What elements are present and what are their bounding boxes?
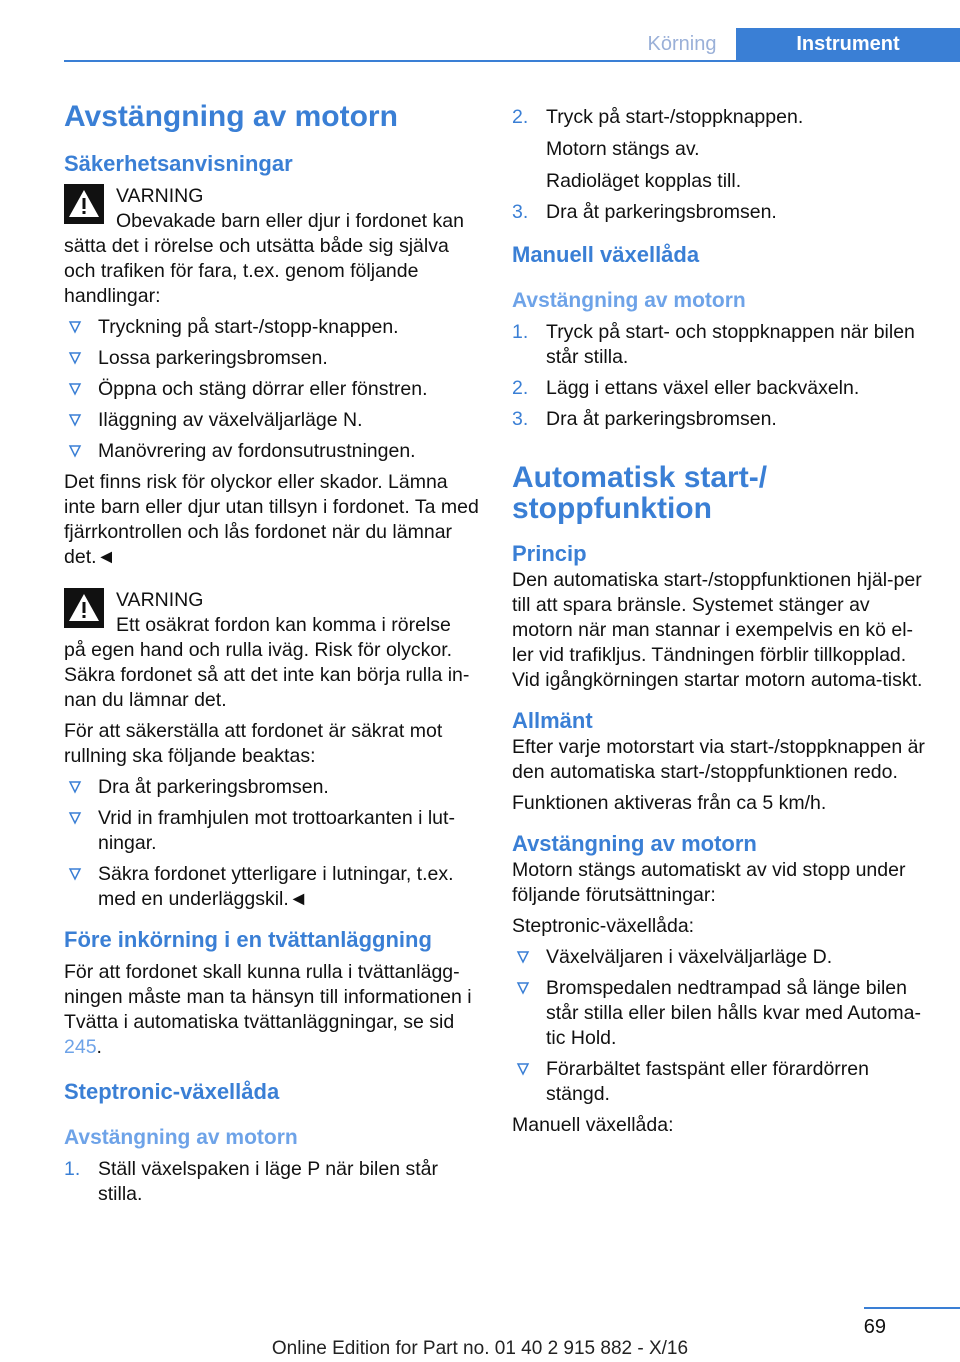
steptronic-heading: Steptronic-växellåda: [64, 1079, 280, 1104]
general-paragraph-2: Funktionen aktiveras från ca 5 km/h.: [512, 792, 827, 814]
warning-block-2: [64, 588, 482, 713]
conditions-list: [512, 945, 930, 1107]
triangle-bullet-icon: [68, 320, 82, 334]
shutoff-steps-continued: [512, 105, 930, 225]
action-list: [64, 315, 482, 464]
list-item: Växelväljaren i växelväljarläge D.: [512, 945, 930, 970]
section-title: Avstängning av motorn: [64, 100, 398, 133]
triangle-bullet-icon: [516, 981, 530, 995]
step-item: 1. Tryck på start- och stoppknappen när bilen står stilla.: [512, 321, 915, 368]
header-tabs: [628, 28, 960, 61]
footer-rule: [864, 1307, 960, 1309]
triangle-bullet-icon: [68, 382, 82, 396]
left-column: [64, 100, 482, 1213]
wash-heading: Före inkörning i en tvättanläggning: [64, 927, 432, 952]
list-item: Säkra fordonet ytterligare i lutningar, t.ex. med en underläggskil.◄: [64, 862, 482, 912]
warning-label: VARNING: [116, 185, 204, 207]
tab-korning[interactable]: Körning: [647, 33, 717, 55]
auto-start-stop-title: Automatisk start-/ stoppfunktion: [512, 461, 768, 525]
list-item: Bromspedalen nedtrampad så länge bilen står stilla eller bilen hålls kvar med Automa-tic Hold.: [512, 976, 930, 1051]
triangle-bullet-icon: [516, 950, 530, 964]
page-reference-link[interactable]: 245: [64, 1036, 97, 1058]
step-item: 1. Ställ växelspaken i läge P när bilen står stilla.: [64, 1158, 439, 1205]
principle-heading: Princip: [512, 541, 587, 566]
shutoff-heading: Avstängning av motorn: [64, 1126, 298, 1149]
shutoff-steps: [64, 1157, 482, 1207]
warning-text-first: Ett osäkrat fordon kan komma i rörelse: [116, 614, 451, 636]
manual-heading: Manuell växellåda: [512, 242, 700, 267]
warning-block-1: [64, 184, 482, 309]
step-item: 2. Tryck på start-/stoppknappen. Motorn stängs av. Radioläget kopplas till.: [512, 106, 804, 192]
right-column: [512, 105, 930, 1144]
list-item: Lossa parkeringsbromsen.: [64, 346, 482, 371]
general-heading: Allmänt: [512, 708, 593, 733]
warning-text-rest: på egen hand och rulla iväg. Risk för olyckor. Säkra fordonet så att det inte kan börja rulla in-nan du lämnar det.: [64, 639, 470, 711]
header-rule: [64, 60, 960, 62]
warning-text-first: Obevakade barn eller djur i fordonet kan: [116, 210, 464, 232]
step-item: 2. Lägg i ettans växel eller backväxeln.: [512, 377, 860, 399]
triangle-bullet-icon: [68, 413, 82, 427]
rolling-paragraph: För att säkerställa att fordonet är säkrat mot rullning ska följande beaktas:: [64, 720, 443, 767]
list-item: Manövrering av fordonsutrustningen.: [64, 439, 482, 464]
risk-paragraph: Det finns risk för olyckor eller skador. Lämna inte barn eller djur utan tillsyn i fordonet. Ta med fjärrkontrollen och lås fordonet när du lämnar det.◄: [64, 471, 479, 568]
list-item: Vrid in framhjulen mot trottoarkanten i lut-ningar.: [64, 806, 482, 856]
triangle-bullet-icon: [68, 867, 82, 881]
triangle-bullet-icon: [68, 811, 82, 825]
triangle-bullet-icon: [68, 351, 82, 365]
list-item: Iläggning av växelväljarläge N.: [64, 408, 482, 433]
safety-heading: Säkerhetsanvisningar: [64, 151, 293, 176]
steptronic-label: Steptronic-växellåda:: [512, 915, 695, 937]
auto-shutoff-heading: Avstängning av motorn: [512, 831, 757, 856]
manual-steps: [512, 320, 930, 432]
principle-paragraph: Den automatiska start-/stoppfunktionen hjäl-per till att spara bränsle. Systemet stänger av motorn när man stannar i exempelvis en kö el-ler vid trafikljus. Tändningen förblir tillkopplad. Vid igångkörningen startar motorn automa-tiskt.: [512, 569, 923, 691]
warning-triangle-icon: [64, 588, 104, 628]
edition-footer: Online Edition for Part no. 01 40 2 915 882 - X/16: [271, 1338, 689, 1359]
warning-label: VARNING: [116, 589, 204, 611]
warning-triangle-icon: [64, 184, 104, 224]
triangle-bullet-icon: [516, 1062, 530, 1076]
step-item: 3. Dra åt parkeringsbromsen.: [512, 408, 777, 430]
list-item: Öppna och stäng dörrar eller fönstren.: [64, 377, 482, 402]
manual-label: Manuell växellåda:: [512, 1114, 674, 1136]
rolling-list: [64, 775, 482, 912]
list-item: Förarbältet fastspänt eller förardörren stängd.: [512, 1057, 930, 1107]
step-item: 3. Dra åt parkeringsbromsen.: [512, 201, 777, 223]
general-paragraph: Efter varje motorstart via start-/stoppknappen är den automatiska start-/stoppfunktionen redo.: [512, 736, 925, 783]
tab-instrument[interactable]: Instrument: [736, 28, 960, 61]
triangle-bullet-icon: [68, 780, 82, 794]
warning-text-rest: sätta det i rörelse och utsätta både sig själva och trafiken för fara, t.ex. genom följande handlingar:: [64, 235, 449, 307]
auto-shutoff-paragraph: Motorn stängs automatiskt av vid stopp under följande förutsättningar:: [512, 859, 906, 906]
list-item: Dra åt parkeringsbromsen.: [64, 775, 482, 800]
triangle-bullet-icon: [68, 444, 82, 458]
manual-shutoff-heading: Avstängning av motorn: [512, 289, 746, 312]
page-number: 69: [863, 1316, 886, 1338]
list-item: Tryckning på start-/stopp-knappen.: [64, 315, 482, 340]
wash-paragraph: För att fordonet skall kunna rulla i tvättanlägg-ningen måste man ta hänsyn till informationen i Tvätta i automatiska tvättanläggningar, se sid 245.: [64, 961, 472, 1058]
